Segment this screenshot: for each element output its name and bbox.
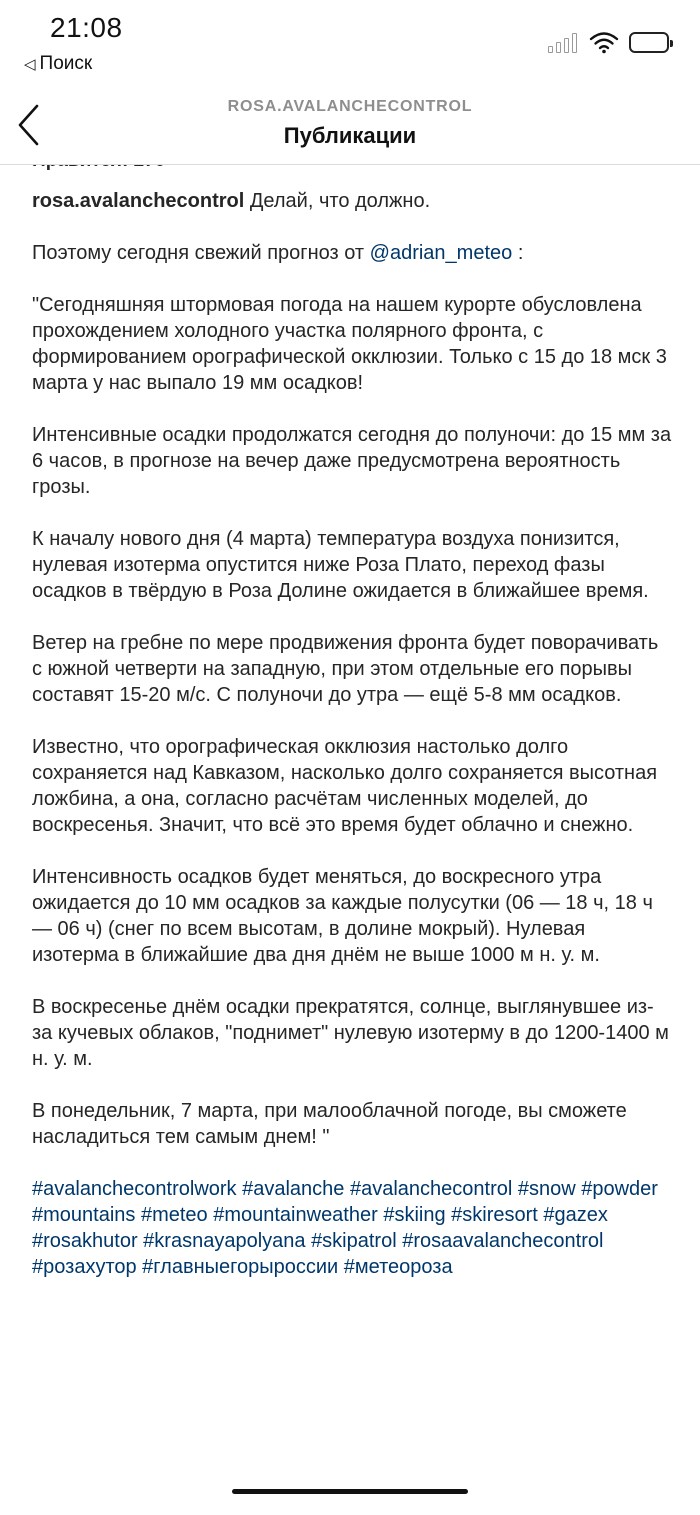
- back-to-app-link[interactable]: [24, 53, 92, 75]
- caption-lead: [32, 188, 672, 214]
- caption-paragraph: В воскресенье днём осадки прекратятся, солнце, выглянувшее из-за кучевых облаков, "поднимет" нулевую изотерму в до 1200-1400 м н. у. м.: [32, 996, 669, 1070]
- status-bar: [0, 0, 700, 90]
- caption-paragraph: Интенсивность осадков будет меняться, до воскресного утра ожидается до 10 мм осадков за каждые полусутки (06 — 18 ч, 18 ч — 06 ч) (снег по всем высотам, в долине мокрый). Нулевая изотерма в ближайшие два дня днём не выше 1000 м н. у. м.: [32, 866, 653, 966]
- mention-link[interactable]: @adrian_meteo: [369, 242, 513, 264]
- caption-paragraph: "Сегодняшняя штормовая погода на нашем курорте обусловлена прохождением холодного участка полярного фронта, с формированием орографической окклюзии. Только с 15 до 18 мск 3 марта у нас выпало 19 мм осадков!: [32, 294, 667, 394]
- wifi-icon: [589, 30, 619, 54]
- intro-text: Поэтому сегодня свежий прогноз от: [32, 242, 365, 264]
- page-title: Публикации: [283, 123, 417, 148]
- back-triangle-icon: ◁: [24, 56, 36, 73]
- nav-header: [0, 90, 700, 165]
- post-content: [0, 164, 700, 1515]
- intro-end: :: [517, 242, 524, 264]
- author-username[interactable]: rosa.avalanchecontrol: [32, 190, 245, 212]
- header-username: ROSA.AVALANCHECONTROL: [227, 98, 473, 115]
- back-app-label: Поиск: [39, 53, 93, 74]
- caption-paragraph: Известно, что орографическая окклюзия настолько долго сохраняется над Кавказом, насколько долго сохраняется высотная ложбина, а она, согласно расчётам численных моделей, до воскресенья. Значит, что всё это время будет облачно и снежно.: [32, 736, 658, 836]
- hashtags[interactable]: #avalanchecontrolwork #avalanche #avalanchecontrol #snow #powder #mountains #meteo #mountainweather #skiing #skiresort #gazex #rosakhutor #krasnayapolyana #skipatrol #rosaavalanchecontrol #розахутор #главныегорыроссии #метеороза: [32, 1178, 658, 1278]
- caption-intro: [32, 240, 672, 266]
- caption-paragraph: К началу нового дня (4 марта) температура воздуха понизится, нулевая изотерма опустится ниже Роза Плато, переход фазы осадков в твёрдую в Роза Долине ожидается в ближайшее время.: [32, 528, 649, 602]
- post-caption: [32, 188, 672, 1306]
- signal-icon: [548, 33, 582, 53]
- home-indicator[interactable]: [232, 1489, 468, 1494]
- caption-paragraph: Ветер на гребне по мере продвижения фронта будет поворачивать с южной четверти на западную, при этом отдельные его порывы составят 15-20 м/с. С полуночи до утра — ещё 5-8 мм осадков.: [32, 632, 659, 706]
- caption-paragraph: В понедельник, 7 марта, при малооблачной погоде, вы сможете насладиться тем самым днем! ": [32, 1100, 627, 1148]
- battery-icon: [629, 32, 669, 53]
- clock: 21:08: [50, 12, 123, 43]
- lead-text: Делай, что должно.: [249, 190, 431, 212]
- caption-paragraph: Интенсивные осадки продолжатся сегодня до полуночи: до 15 мм за 6 часов, в прогнозе на вечер даже предусмотрена вероятность грозы.: [32, 424, 672, 498]
